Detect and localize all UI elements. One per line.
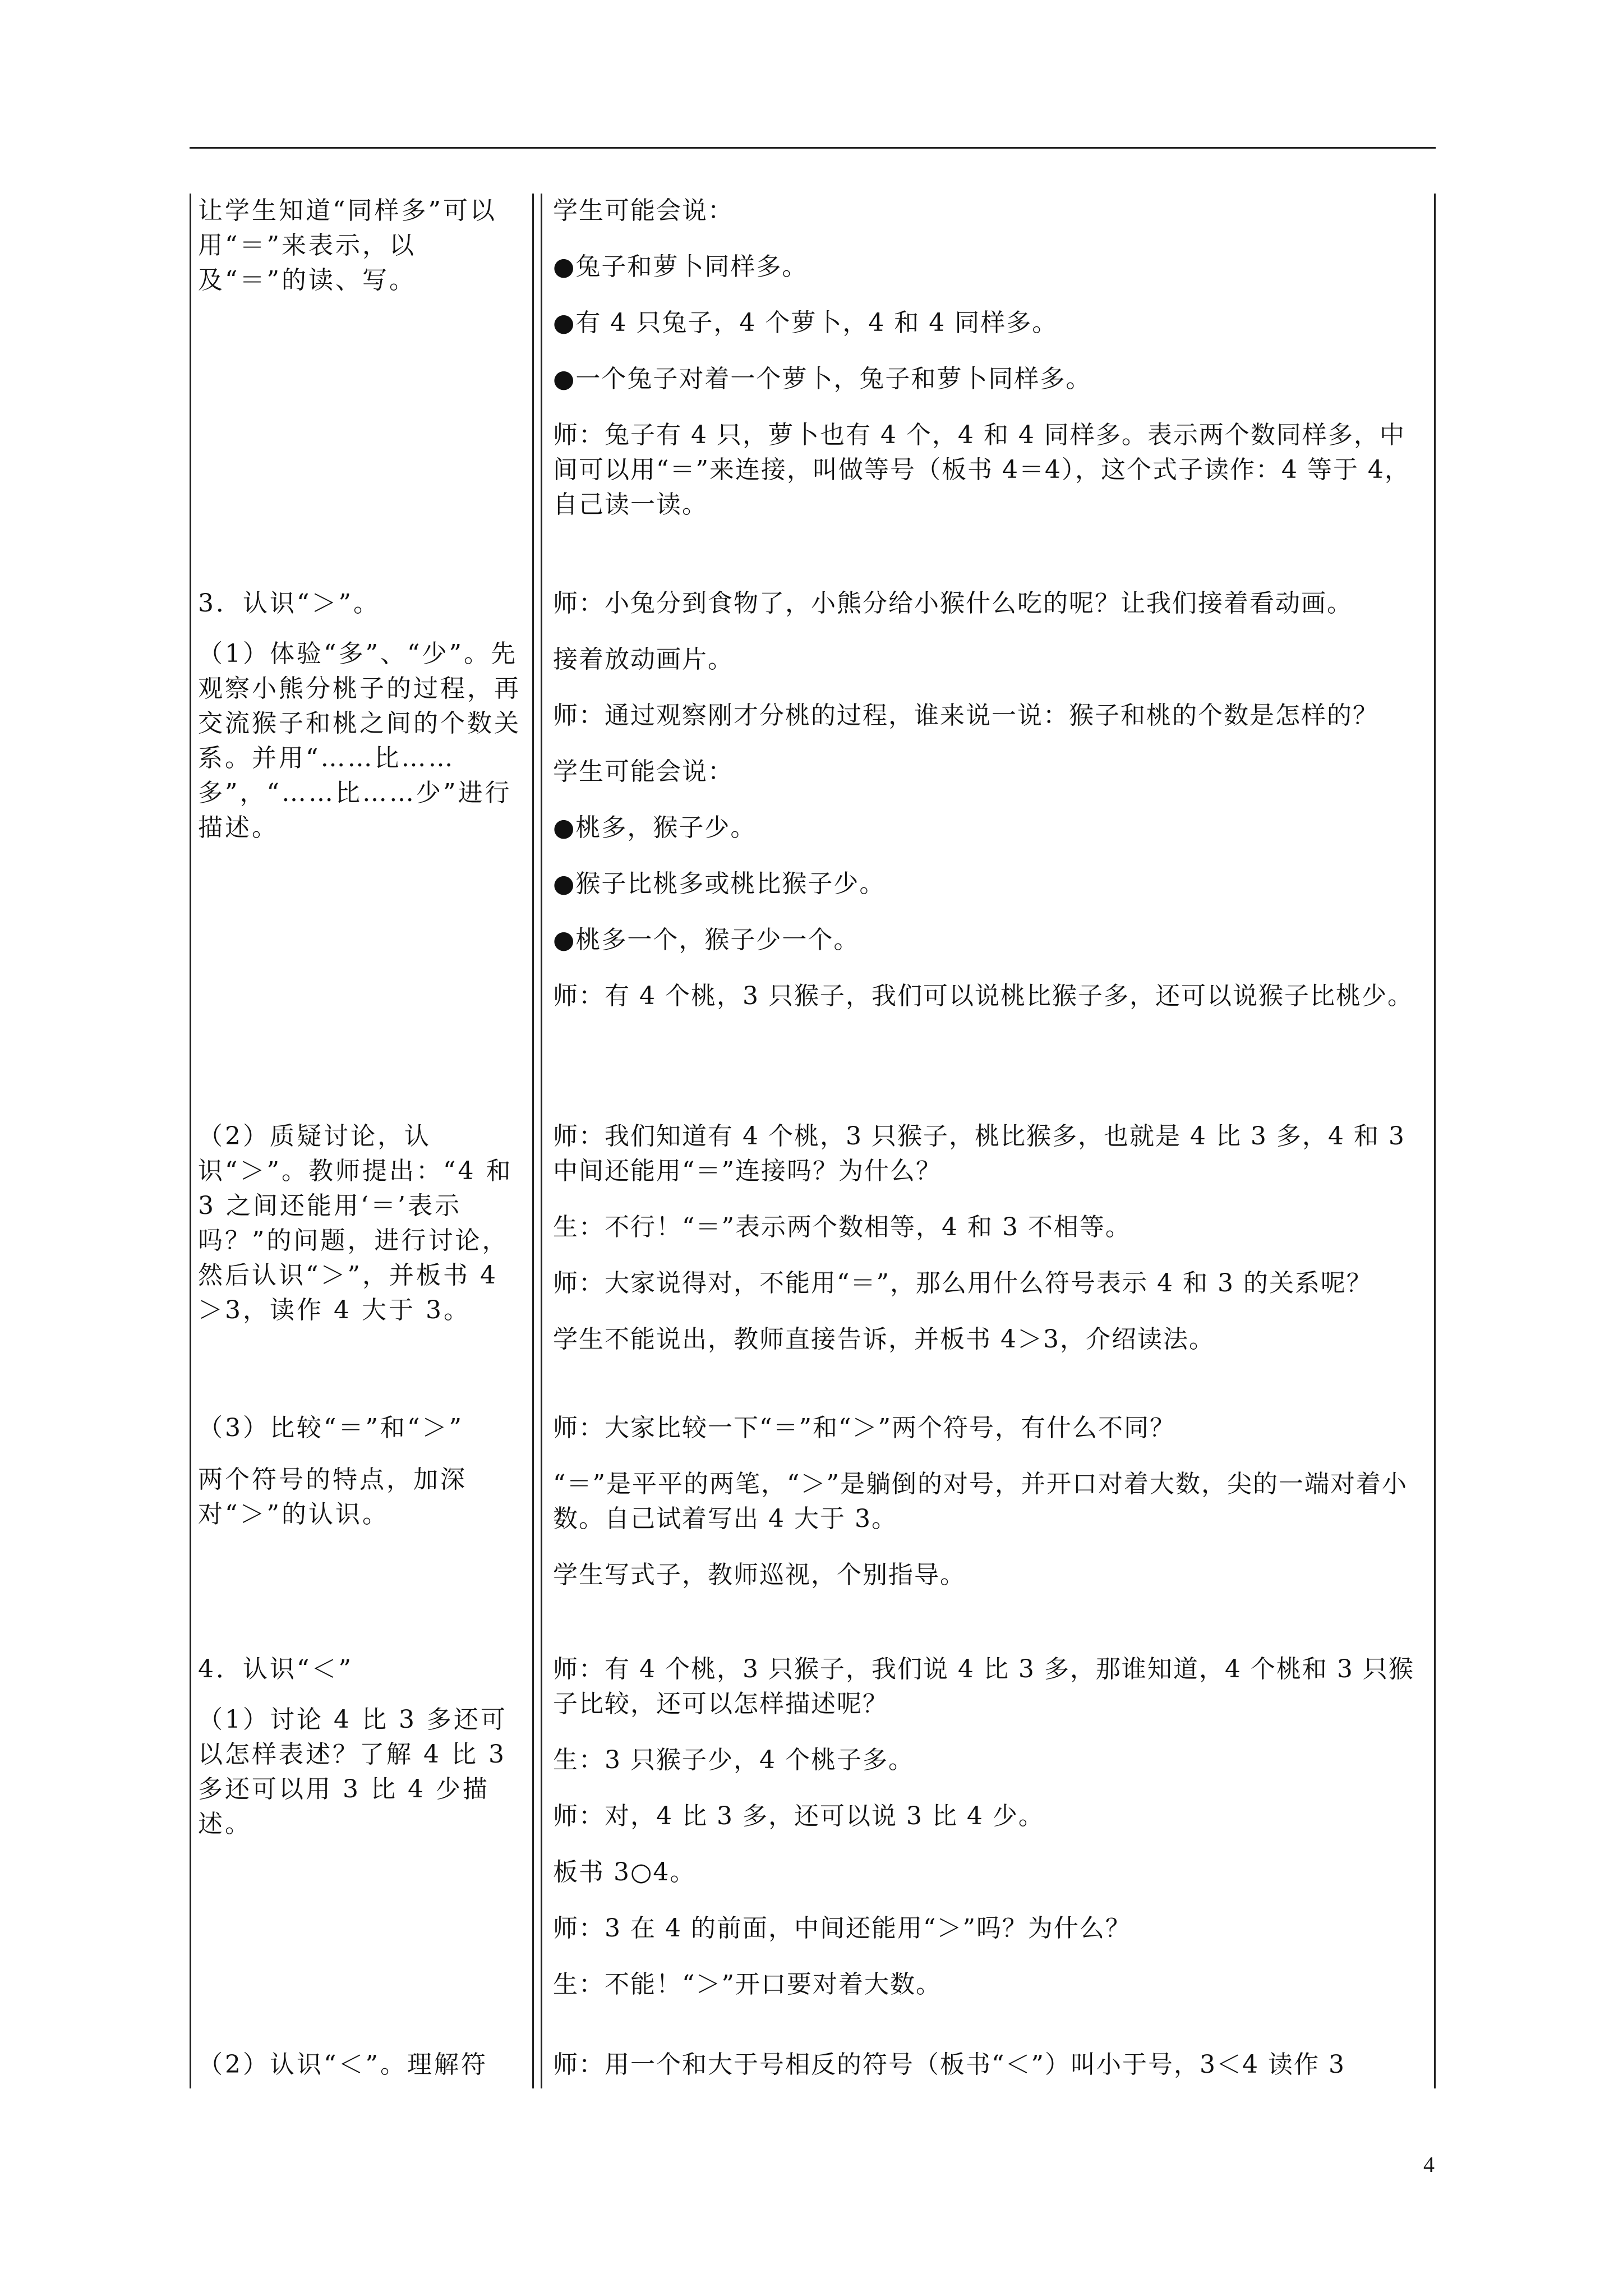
activity-text: ●有 4 只兔子，4 个萝卜，4 和 4 同样多。 [553, 309, 1058, 337]
header-rule [190, 147, 1436, 149]
goal-cell [198, 1119, 523, 1333]
goal-cell [198, 1411, 523, 1538]
goal-cell [198, 2047, 523, 2088]
activity-text: 师：3 在 4 的前面，中间还能用“＞”吗？为什么？ [553, 1914, 1131, 1943]
activity-text: 师：有 4 个桃，3 只猴子，我们可以说桃比猴子多，还可以说猴子比桃少。 [553, 982, 1413, 1010]
lesson-table [190, 194, 1436, 2088]
activity-text: 师：小兔分到食物了，小熊分给小猴什么吃的呢？让我们接着看动画。 [553, 589, 1353, 618]
goal-text: （3）比较“＝”和“＞” [198, 1414, 464, 1442]
table-border-right [1434, 194, 1436, 2088]
goal-text: （2）认识“＜”。理解符 [198, 2050, 488, 2079]
activity-text: ●桃多，猴子少。 [553, 813, 757, 842]
activity-text: 学生写式子，教师巡视，个别指导。 [553, 1561, 966, 1589]
activity-text: 师：我们知道有 4 个桃，3 只猴子，桃比猴多，也就是 4 比 3 多，4 和 3 中间还能用“＝”连接吗？为什么？ [553, 1122, 1405, 1185]
activity-text: 师：用一个和大于号相反的符号（板书“＜”）叫小于号，3＜4 读作 3 [553, 2050, 1345, 2079]
activity-cell [553, 1652, 1428, 2023]
table-border-left [190, 194, 191, 2088]
activity-text: 师：有 4 个桃，3 只猴子，我们说 4 比 3 多，那谁知道，4 个桃和 3 只猴子比较，还可以怎样描述呢？ [553, 1655, 1414, 1718]
page-number: 4 [1423, 2152, 1435, 2177]
activity-text: 生：不行！“＝”表示两个数相等，4 和 3 不相等。 [553, 1213, 1131, 1241]
section-heading: 4．认识“＜” [198, 1655, 353, 1683]
activity-text: 接着放动画片。 [553, 645, 734, 674]
goal-cell [198, 194, 523, 303]
table-divider-1 [532, 194, 534, 2088]
goal-text: （1）讨论 4 比 3 多还可以怎样表述？了解 4 比 3 多还可以用 3 比 4 少描述。 [198, 1705, 508, 1838]
activity-text: 板书 3○4。 [553, 1858, 696, 1887]
activity-text: 师：对，4 比 3 多，还可以说 3 比 4 少。 [553, 1802, 1044, 1830]
activity-text: ●一个兔子对着一个萝卜，兔子和萝卜同样多。 [553, 365, 1092, 393]
table-divider-2 [541, 194, 542, 2088]
activity-text: 生：3 只猴子少，4 个桃子多。 [553, 1746, 914, 1774]
activity-text: 学生可能会说： [553, 196, 734, 225]
activity-cell [553, 586, 1428, 1035]
activity-text: 学生不能说出，教师直接告诉，并板书 4＞3，介绍读法。 [553, 1325, 1215, 1354]
activity-text: 生：不能！“＞”开口要对着大数。 [553, 1970, 942, 1999]
activity-text: ●兔子和萝卜同样多。 [553, 252, 808, 281]
goal-text: 两个符号的特点，加深对“＞”的认识。 [198, 1465, 467, 1529]
activity-text: 师：通过观察刚才分桃的过程，谁来说一说：猴子和桃的个数是怎样的？ [553, 701, 1378, 730]
activity-text: ●猴子比桃多或桃比猴子少。 [553, 869, 886, 898]
activity-cell [553, 194, 1428, 544]
activity-text: 学生可能会说： [553, 757, 734, 786]
goal-cell [198, 1652, 523, 1847]
goal-text: 让学生知道“同样多”可以用“＝”来表示，以及“＝”的读、写。 [198, 196, 497, 295]
goal-text: （1）体验“多”、“少”。先观察小熊分桃子的过程，再交流猴子和桃之间的个数关系。并用“……比……多”，“……比……少”进行描述。 [198, 639, 521, 842]
activity-text: 师：大家说得对，不能用“＝”，那么用什么符号表示 4 和 3 的关系呢？ [553, 1269, 1372, 1297]
activity-text: ●桃多一个，猴子少一个。 [553, 926, 860, 954]
activity-cell [553, 2047, 1428, 2104]
activity-cell [553, 1411, 1428, 1614]
activity-text: 师：兔子有 4 只，萝卜也有 4 个，4 和 4 同样多。表示两个数同样多，中间可以用“＝”来连接，叫做等号（板书 4＝4），这个式子读作：4 等于 4，自己读一读。 [553, 421, 1410, 519]
section-heading: 3．认识“＞”。 [198, 589, 380, 618]
goal-text: （2）质疑讨论，认识“＞”。教师提出：“4 和 3 之间还能用‘＝’表示吗？”的问题，进行讨论，然后认识“＞”，并板书 4＞3，读作 4 大于 3。 [198, 1122, 513, 1324]
goal-cell [198, 586, 523, 851]
activity-text: “＝”是平平的两笔，“＞”是躺倒的对号，并开口对着大数，尖的一端对着小数。自己试着写出 4 大于 3。 [553, 1470, 1408, 1533]
activity-cell [553, 1119, 1428, 1378]
activity-text: 师：大家比较一下“＝”和“＞”两个符号，有什么不同？ [553, 1414, 1175, 1442]
